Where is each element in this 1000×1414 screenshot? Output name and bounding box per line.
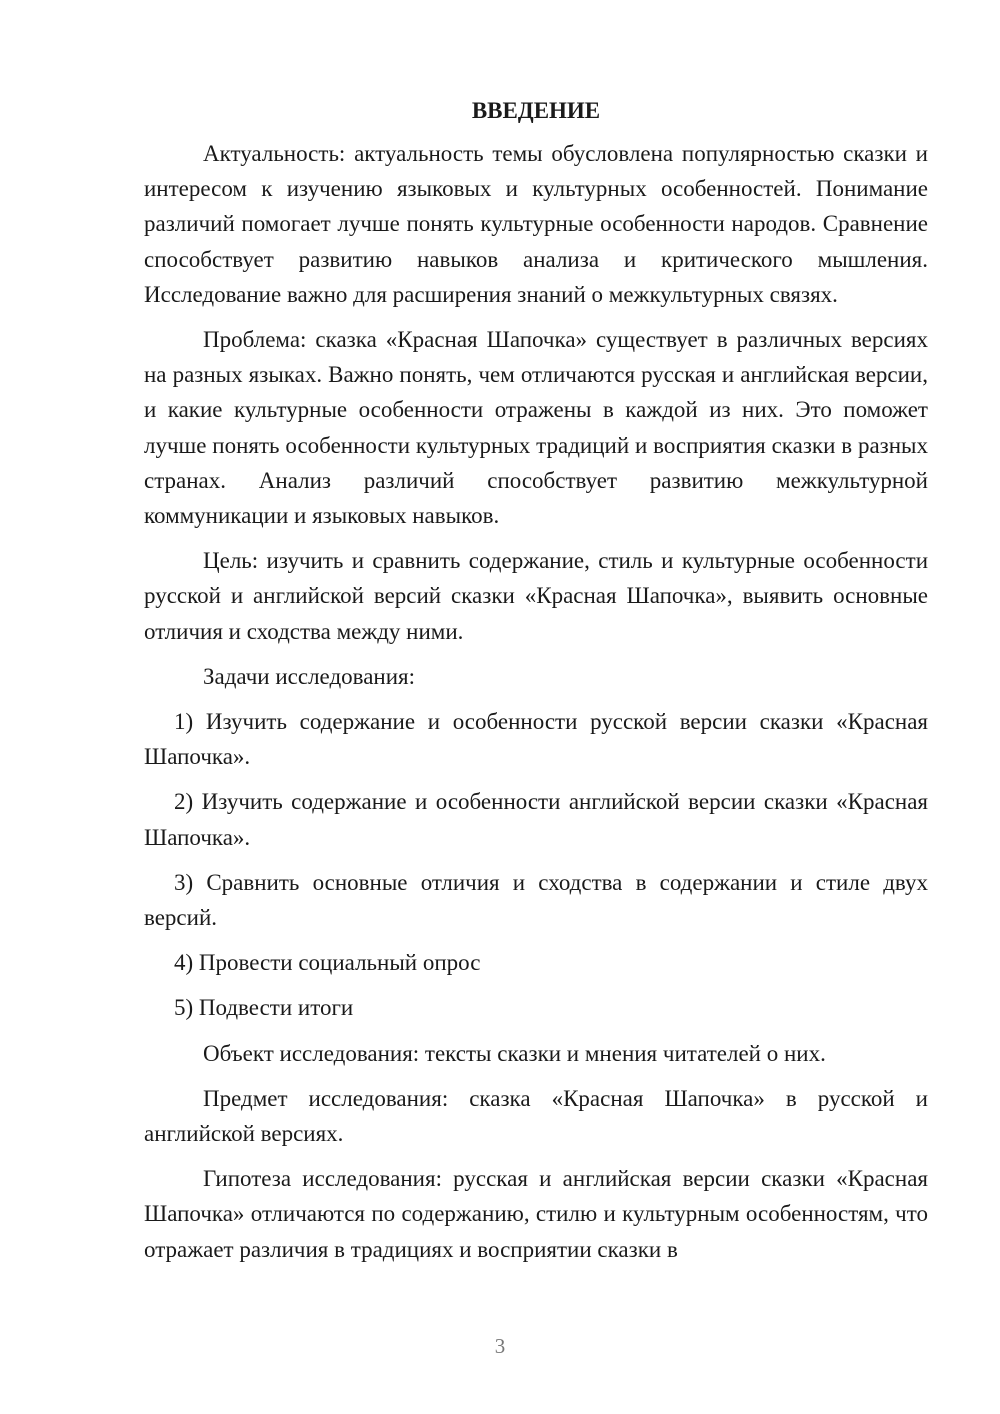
hypothesis-paragraph: Гипотеза исследования: русская и английская версии сказки «Красная Шапочка» отличаются по содержанию, стилю и культурным особенностям, что отражает различия в традициях и восприятии сказки в (144, 1166, 928, 1262)
task-item-4: 4) Провести социальный опрос (174, 950, 481, 976)
page-body (144, 93, 928, 1277)
object-paragraph: Объект исследования: тексты сказки и мнения читателей о них. (203, 1040, 826, 1066)
page-number: 3 (494, 1334, 506, 1358)
task-item-1: 1) Изучить содержание и особенности русской версии сказки «Красная Шапочка». (144, 709, 928, 770)
goal-paragraph: Цель: изучить и сравнить содержание, стиль и культурные особенности русской и английской версий сказки «Красная Шапочка», выявить основные отличия и сходства между ними. (144, 548, 928, 644)
problem-paragraph: Проблема: сказка «Красная Шапочка» существует в различных версиях на разных языках. Важно понять, чем отличаются русская и английская версии, и какие культурные особенности отражены в каждой из них. Это поможет лучше понять особенности культурных традиций и восприятия сказки в разных странах. Анализ различий способствует развитию межкультурной коммуникации и языковых навыков. (144, 327, 928, 529)
task-item-2: 2) Изучить содержание и особенности английской версии сказки «Красная Шапочка». (144, 789, 928, 850)
relevance-paragraph: Актуальность: актуальность темы обусловлена популярностью сказки и интересом к изучению языковых и культурных особенностей. Понимание различий помогает лучше понять культурные особенности народов. Сравнение способствует развитию навыков анализа и критического мышления. Исследование важно для расширения знаний о межкультурных связях. (144, 141, 928, 307)
subject-paragraph: Предмет исследования: сказка «Красная Шапочка» в русской и английской версиях. (144, 1085, 928, 1147)
task-item-3: 3) Сравнить основные отличия и сходства в содержании и стиле двух версий. (144, 869, 928, 931)
tasks-heading: Задачи исследования: (203, 663, 416, 689)
section-title: ВВЕДЕНИЕ (471, 98, 601, 123)
task-item-5: 5) Подвести итоги (174, 995, 354, 1021)
